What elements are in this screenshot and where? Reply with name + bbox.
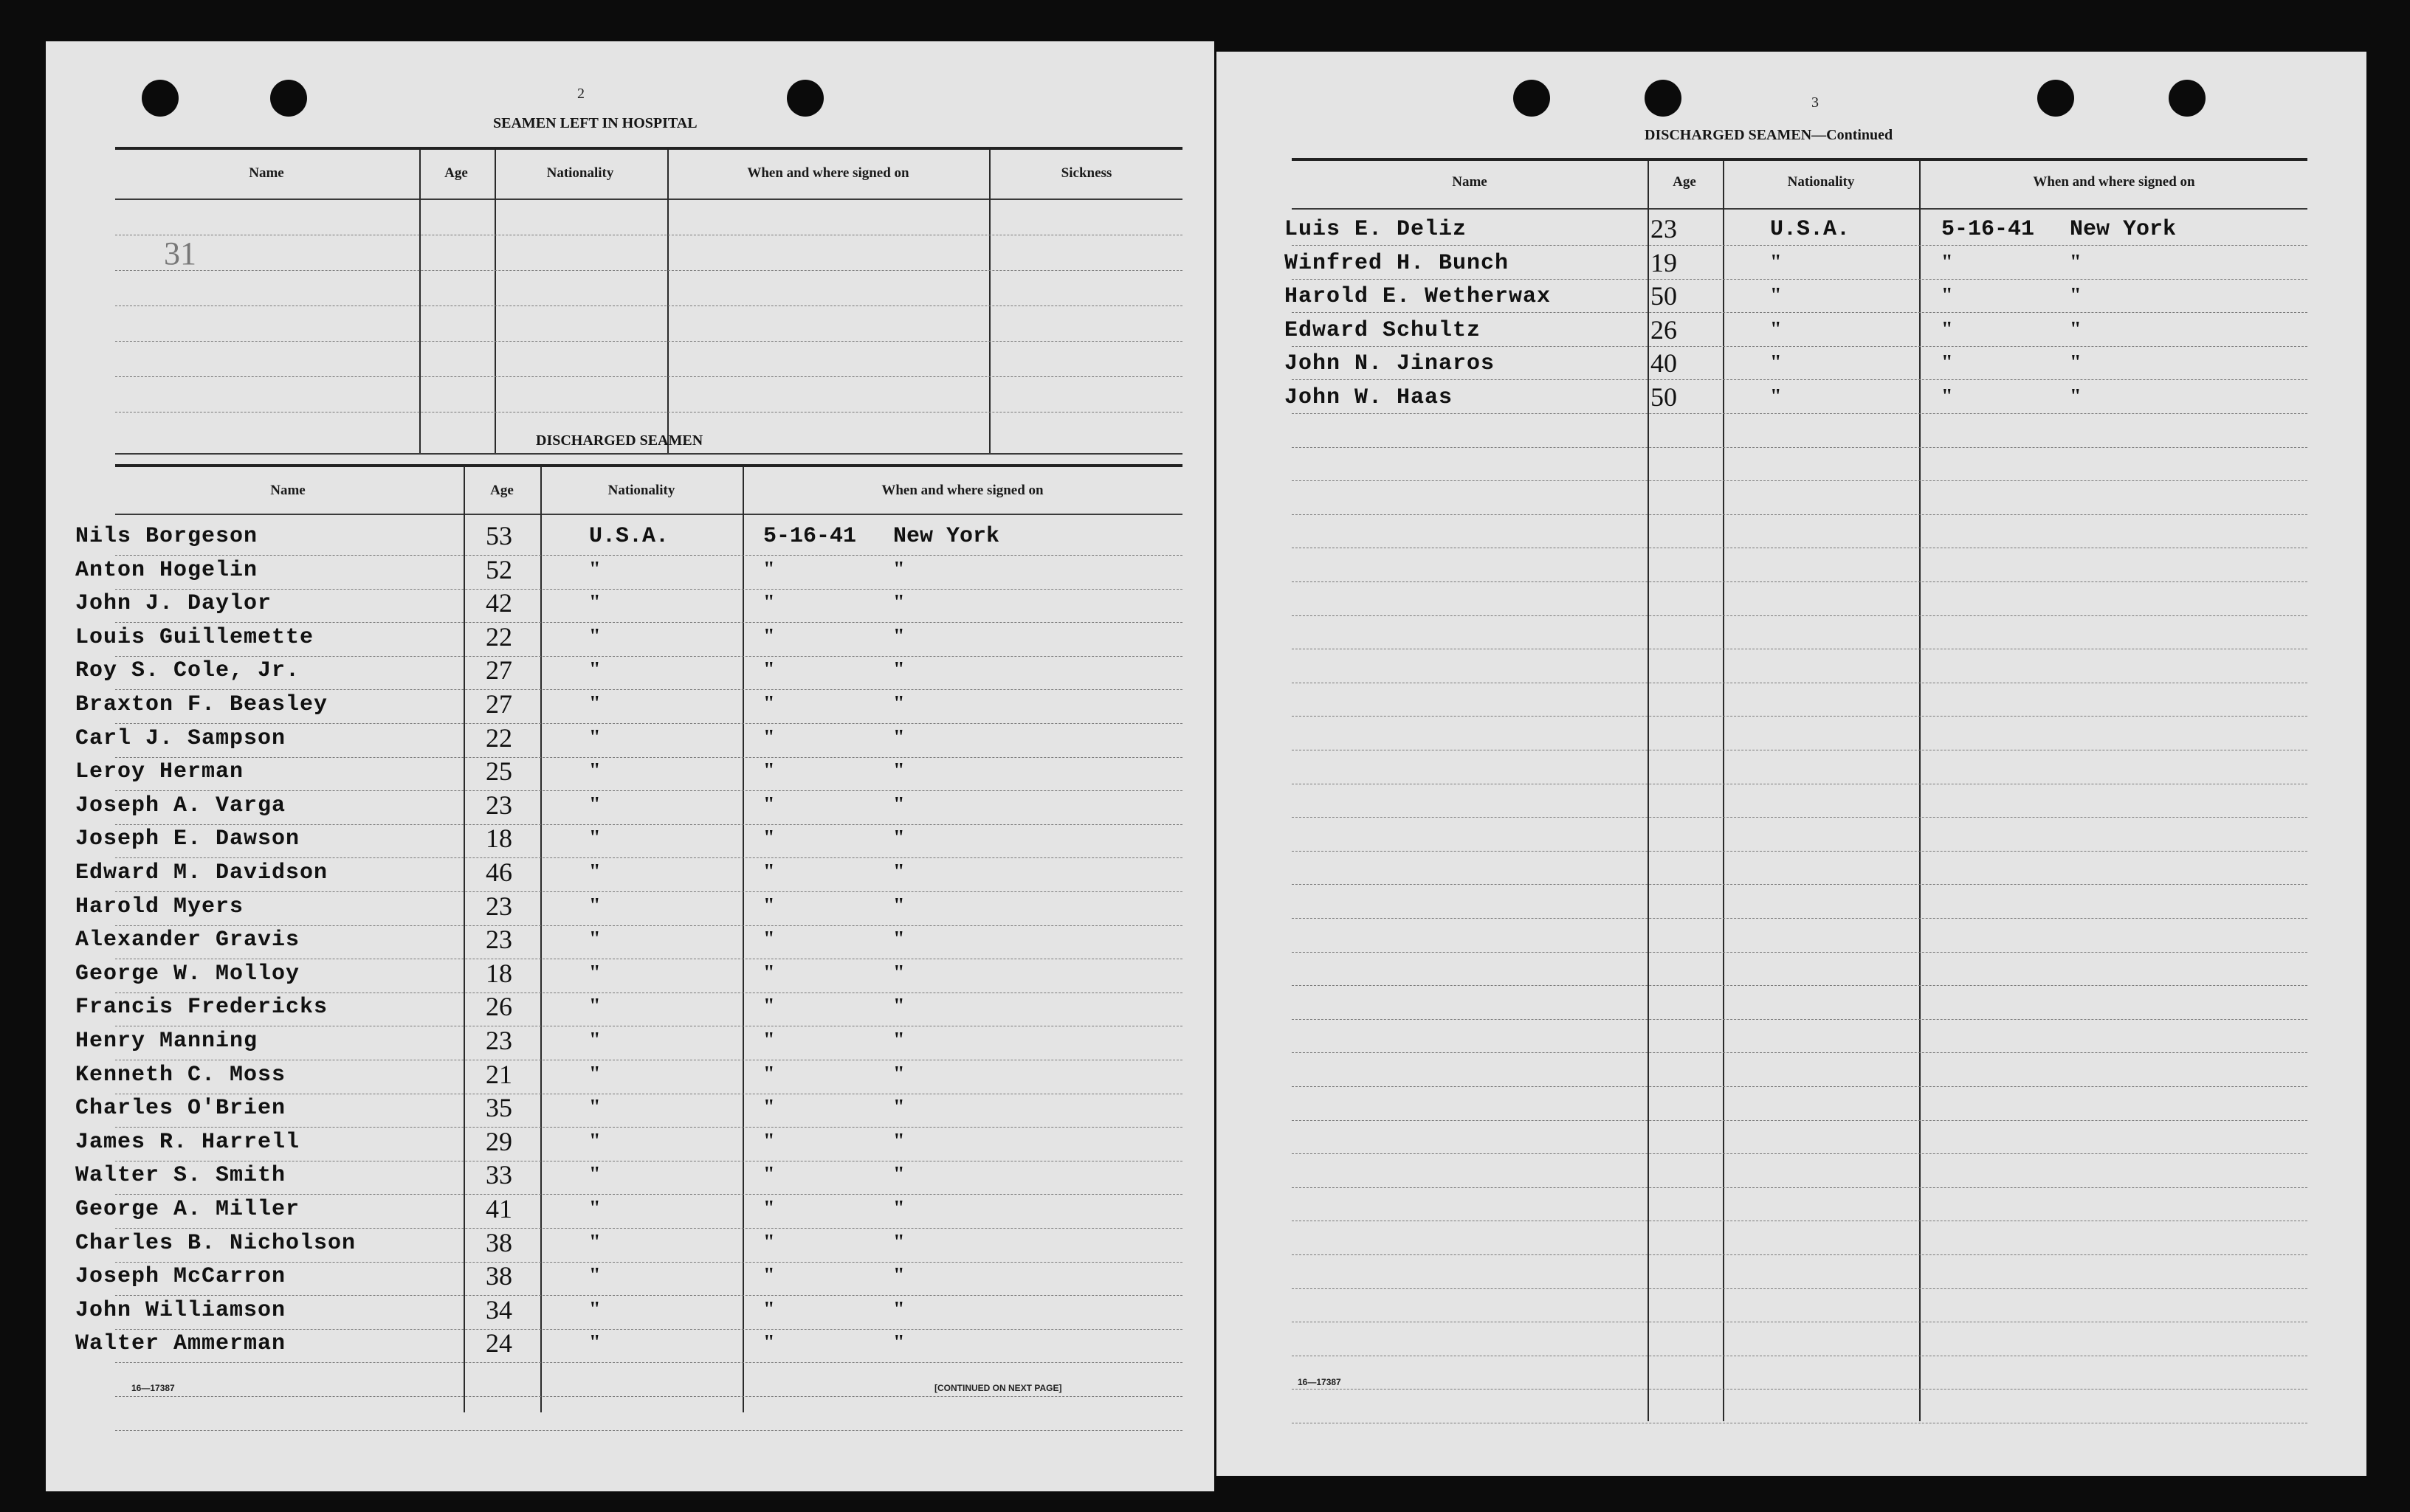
seaman-nationality: " [589,1264,601,1288]
seaman-age: 25 [486,756,512,787]
hospital-row-rule [115,341,1182,342]
continued-note: [CONTINUED ON NEXT PAGE] [934,1383,1062,1393]
row-rule [1292,716,2307,717]
signed-on-date: " [1941,284,1953,308]
form-number: 16—17387 [1298,1377,1341,1387]
signed-on-date: " [763,1029,775,1052]
row-rule [1292,817,2307,818]
hospital-section-title: SEAMEN LEFT IN HOSPITAL [493,115,698,131]
seaman-nationality: " [589,692,601,715]
seaman-name: John Williamson [75,1297,286,1323]
hospital-bottom-rule [115,453,1182,455]
punch-hole [2169,80,2206,117]
seaman-age: 24 [486,1328,512,1359]
discharged-section-title: DISCHARGED SEAMEN [536,432,703,449]
signed-on-date: " [763,1197,775,1220]
row-rule [1292,918,2307,919]
signed-on-place: " [2070,250,2082,274]
hospital-row-rule [115,270,1182,271]
signed-on-date: " [763,1264,775,1288]
seaman-nationality: " [589,1331,601,1355]
row-rule [1292,379,2307,380]
row-rule [115,891,1182,892]
seaman-name: Luis E. Deliz [1284,217,1467,242]
signed-on-place: New York [893,524,1000,549]
hospital-row-rule [115,376,1182,377]
seaman-age: 50 [1650,281,1677,311]
signed-on-place: New York [2070,217,2177,242]
col-signed-on: When and where signed on [881,483,1044,498]
seaman-nationality: " [589,860,601,883]
seaman-nationality: " [589,1197,601,1220]
column-divider [743,466,744,1412]
row-rule [1292,1254,2307,1255]
row-rule [1292,851,2307,852]
column-divider [1919,161,1921,1421]
signed-on-place: " [893,860,905,883]
signed-on-place: " [2070,351,2082,375]
seaman-name: Joseph McCarron [75,1264,286,1290]
signed-on-place: " [893,1331,905,1355]
row-rule [115,589,1182,590]
seaman-age: 33 [486,1160,512,1190]
col-name: Name [1452,174,1487,190]
signed-on-place: " [893,928,905,951]
row-rule [1292,1086,2307,1087]
signed-on-date: " [763,1096,775,1119]
signed-on-date: " [763,961,775,984]
col-age: Age [1673,174,1696,190]
signed-on-date: " [1941,250,1953,274]
signed-on-date: " [763,1297,775,1321]
col-name: Name [270,483,306,498]
seaman-name: Kenneth C. Moss [75,1062,286,1088]
signed-on-date: " [763,1163,775,1187]
seaman-nationality: " [589,961,601,984]
signed-on-place: " [893,1096,905,1119]
hospital-top-rule [115,147,1182,150]
seaman-age: 34 [486,1294,512,1325]
row-rule [115,1329,1182,1330]
seaman-age: 52 [486,554,512,584]
seaman-nationality: U.S.A. [1770,217,1850,242]
seaman-name: John W. Haas [1284,385,1453,410]
seaman-nationality: " [589,1163,601,1187]
signed-on-date: " [763,624,775,648]
row-rule [1292,514,2307,515]
row-rule [1292,245,2307,246]
discharged-top-rule [115,464,1182,467]
row-rule [115,1396,1182,1397]
row-rule [115,757,1182,758]
signed-on-place: " [893,1163,905,1187]
seaman-nationality: " [589,995,601,1018]
hospital-col-divider [495,150,496,454]
hospital-header-rule [115,199,1182,200]
seaman-name: Anton Hogelin [75,557,258,583]
row-rule [115,1295,1182,1296]
seaman-name: Edward Schultz [1284,317,1481,343]
seaman-age: 40 [1650,348,1677,379]
handwritten-mark: 31 [164,235,196,272]
row-rule [1292,480,2307,481]
row-rule [115,656,1182,657]
seaman-nationality: " [589,591,601,615]
row-rule [115,824,1182,825]
seaman-name: Harold Myers [75,894,244,919]
seaman-nationality: " [1770,385,1782,408]
punch-hole [1645,80,1681,117]
seaman-name: John N. Jinaros [1284,351,1495,377]
row-rule [1292,312,2307,313]
row-rule [115,790,1182,791]
seaman-name: George A. Miller [75,1197,300,1222]
left-page [46,41,1214,1491]
signed-on-place: " [893,1264,905,1288]
seaman-name: Alexander Gravis [75,928,300,953]
seaman-name: Henry Manning [75,1029,258,1054]
seaman-age: 26 [486,992,512,1022]
seaman-age: 27 [486,655,512,686]
signed-on-date: " [763,1129,775,1153]
signed-on-date: " [763,692,775,715]
seaman-age: 46 [486,857,512,887]
signed-on-place: " [893,624,905,648]
signed-on-place: " [2070,317,2082,341]
signed-on-date: " [763,826,775,850]
seaman-age: 23 [486,1026,512,1055]
row-rule [1292,1153,2307,1154]
seaman-age: 23 [486,790,512,820]
hospital-col-divider [989,150,991,454]
signed-on-place: " [893,1230,905,1254]
seaman-name: Leroy Herman [75,759,244,785]
seaman-name: James R. Harrell [75,1129,300,1155]
col-nationality: Nationality [607,483,675,498]
signed-on-date: " [763,557,775,581]
seaman-name: Joseph E. Dawson [75,826,300,852]
signed-on-date: " [1941,317,1953,341]
signed-on-place: " [893,961,905,984]
seaman-nationality: " [589,1129,601,1153]
signed-on-place: " [893,725,905,749]
seaman-nationality: " [589,894,601,917]
seaman-age: 38 [486,1261,512,1291]
discharged-header-rule [115,514,1182,515]
punch-hole [2037,80,2074,117]
signed-on-date: " [763,1230,775,1254]
row-rule [115,1194,1182,1195]
seaman-nationality: " [589,1096,601,1119]
signed-on-date: " [763,725,775,749]
column-divider [540,466,542,1412]
seaman-nationality: " [1770,317,1782,341]
seaman-nationality: U.S.A. [589,524,669,549]
seaman-name: Charles O'Brien [75,1096,286,1122]
row-rule [115,857,1182,858]
seaman-age: 18 [486,824,512,854]
signed-on-place: " [893,826,905,850]
row-rule [1292,279,2307,280]
seaman-age: 26 [1650,314,1677,345]
signed-on-place: " [893,1062,905,1085]
signed-on-place: " [893,1029,905,1052]
row-rule [1292,1288,2307,1289]
signed-on-place: " [893,692,905,715]
punch-hole [142,80,179,117]
row-rule [1292,615,2307,616]
col-age: Age [490,483,514,498]
form-number: 16—17387 [131,1383,175,1393]
hospital-col-sickness: Sickness [1061,165,1112,181]
signed-on-date: " [763,793,775,816]
column-divider [1723,161,1724,1421]
seaman-age: 23 [486,891,512,921]
seaman-nationality: " [589,658,601,682]
seaman-name: John J. Daylor [75,591,272,617]
row-rule [115,925,1182,926]
seaman-age: 50 [1650,382,1677,412]
seaman-age: 22 [486,621,512,652]
hospital-col-signed-on: When and where signed on [747,165,909,181]
right-page [1216,52,2366,1476]
seaman-nationality: " [589,624,601,648]
seaman-nationality: " [589,557,601,581]
seaman-nationality: " [589,928,601,951]
seaman-name: Joseph A. Varga [75,793,286,818]
seaman-name: George W. Molloy [75,961,300,987]
signed-on-place: " [893,995,905,1018]
page-number: 3 [1811,94,1819,111]
seaman-age: 19 [1650,247,1677,277]
signed-on-date: " [763,658,775,682]
signed-on-date: " [763,1062,775,1085]
signed-on-place: " [893,1129,905,1153]
seaman-name: Winfred H. Bunch [1284,250,1509,276]
row-rule [1292,1389,2307,1390]
seaman-name: Carl J. Sampson [75,725,286,751]
seaman-name: Edward M. Davidson [75,860,328,886]
row-rule [1292,884,2307,885]
signed-on-date: " [763,928,775,951]
seaman-nationality: " [1770,284,1782,308]
seaman-age: 22 [486,722,512,753]
seaman-name: Roy S. Cole, Jr. [75,658,300,684]
signed-on-date: " [763,860,775,883]
seaman-age: 23 [1650,214,1677,244]
seaman-age: 27 [486,689,512,719]
seaman-age: 42 [486,588,512,618]
seaman-age: 38 [486,1227,512,1257]
seaman-name: Nils Borgeson [75,524,258,549]
row-rule [1292,1120,2307,1121]
seaman-age: 35 [486,1093,512,1123]
col-signed-on: When and where signed on [2033,174,2195,190]
hospital-col-divider [667,150,669,454]
row-rule [1292,985,2307,986]
seaman-nationality: " [1770,250,1782,274]
signed-on-date: " [763,591,775,615]
row-rule [115,1362,1182,1363]
signed-on-place: " [893,591,905,615]
row-rule [115,555,1182,556]
row-rule [1292,1187,2307,1188]
row-rule [1292,413,2307,414]
signed-on-place: " [893,557,905,581]
row-rule [1292,1019,2307,1020]
seaman-name: Louis Guillemette [75,624,314,650]
col-nationality: Nationality [1787,174,1855,190]
signed-on-place: " [893,894,905,917]
signed-on-date: " [1941,351,1953,375]
seaman-nationality: " [589,1029,601,1052]
seaman-name: Walter Ammerman [75,1331,286,1357]
discharged-continued-title: DISCHARGED SEAMEN—Continued [1645,127,1893,143]
signed-on-place: " [893,793,905,816]
punch-hole [270,80,307,117]
hospital-col-divider [419,150,421,454]
punch-hole [787,80,824,117]
seaman-nationality: " [589,826,601,850]
seaman-name: Harold E. Wetherwax [1284,284,1552,310]
hospital-col-name: Name [249,165,284,181]
row-rule [1292,346,2307,347]
seaman-age: 21 [486,1059,512,1089]
signed-on-place: " [2070,385,2082,408]
signed-on-date: 5-16-41 [763,524,857,549]
seaman-name: Braxton F. Beasley [75,692,328,717]
hospital-col-age: Age [444,165,468,181]
row-rule [115,723,1182,724]
right-header-rule [1292,208,2307,210]
seaman-nationality: " [589,1297,601,1321]
signed-on-date: " [763,894,775,917]
hospital-row-rule [115,305,1182,306]
row-rule [1292,447,2307,448]
seaman-nationality: " [589,725,601,749]
signed-on-date: " [763,995,775,1018]
row-rule [115,1127,1182,1128]
seaman-nationality: " [1770,351,1782,375]
signed-on-date: 5-16-41 [1941,217,2035,242]
signed-on-place: " [2070,284,2082,308]
signed-on-date: " [763,1331,775,1355]
signed-on-place: " [893,658,905,682]
row-rule [115,689,1182,690]
row-rule [1292,1052,2307,1053]
seaman-name: Charles B. Nicholson [75,1230,357,1256]
seaman-age: 53 [486,521,512,550]
seaman-name: Walter S. Smith [75,1163,286,1189]
seaman-age: 23 [486,925,512,955]
row-rule [115,1228,1182,1229]
seaman-name: Francis Fredericks [75,995,328,1021]
seaman-age: 29 [486,1126,512,1156]
hospital-col-nationality: Nationality [546,165,614,181]
row-rule [115,1430,1182,1431]
seaman-nationality: " [589,793,601,816]
signed-on-date: " [1941,385,1953,408]
right-top-rule [1292,158,2307,161]
seaman-age: 41 [486,1194,512,1223]
page-number: 2 [577,86,585,102]
seaman-nationality: " [589,1062,601,1085]
column-divider [1648,161,1649,1421]
row-rule [1292,581,2307,582]
row-rule [115,622,1182,623]
seaman-age: 18 [486,958,512,988]
row-rule [1292,952,2307,953]
signed-on-place: " [893,1197,905,1220]
row-rule [115,1262,1182,1263]
punch-hole [1513,80,1550,117]
column-divider [464,466,465,1412]
signed-on-place: " [893,759,905,783]
seaman-nationality: " [589,759,601,783]
signed-on-date: " [763,759,775,783]
seaman-nationality: " [589,1230,601,1254]
signed-on-place: " [893,1297,905,1321]
